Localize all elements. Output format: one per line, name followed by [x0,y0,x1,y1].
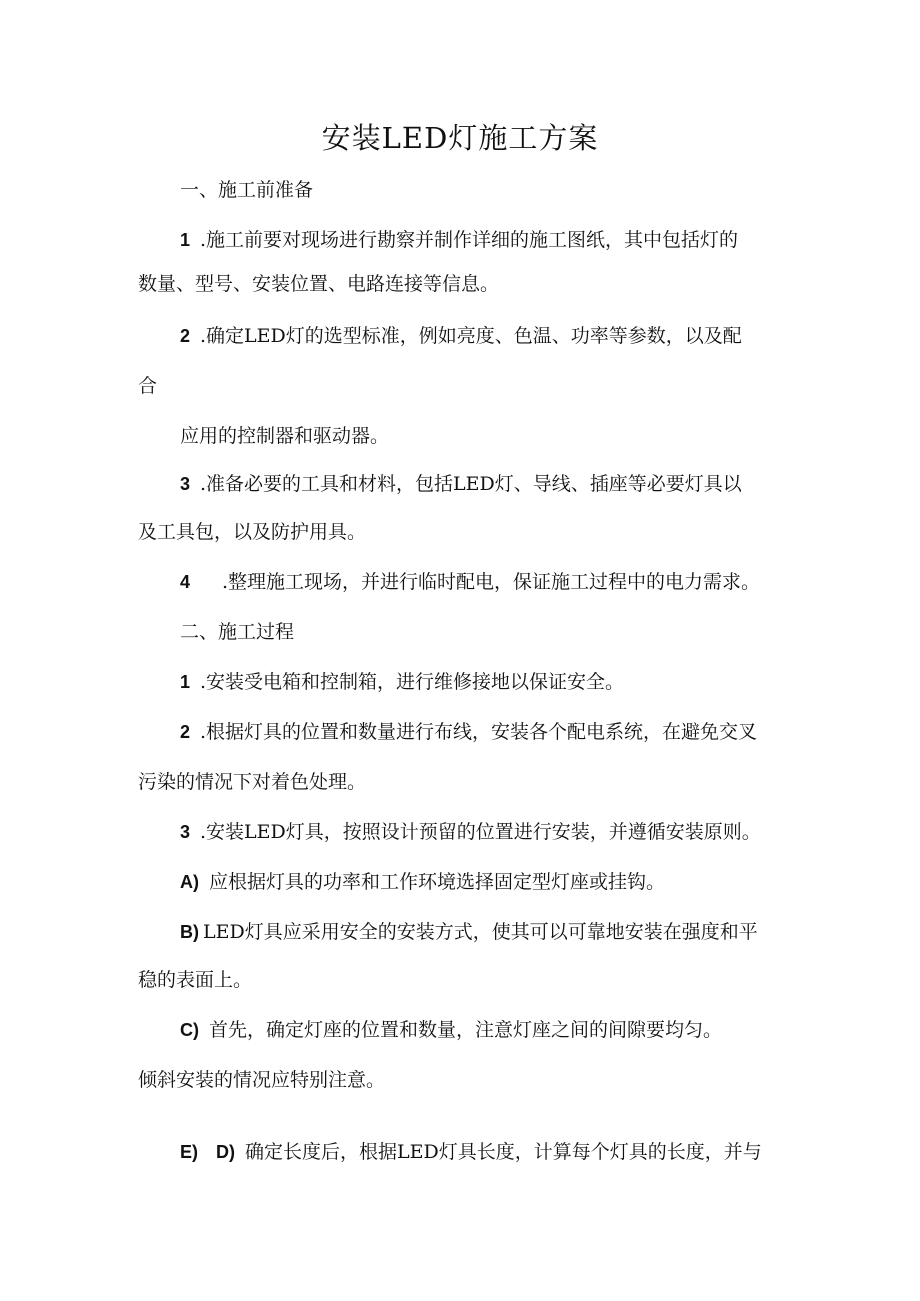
sub-item-b-line-1 [180,918,758,946]
sub-item-label: A) [180,872,199,892]
item-text: .确定LED灯的选型标准，例如亮度、色温、功率等参数，以及配 [200,325,742,347]
item-3-line-2: 及工具包，以及防护用具。 [138,521,367,543]
item-2-line-1 [180,322,742,350]
sub-item-text: 应根据灯具的功率和工作环境选择固定型灯座或挂钩。 [209,871,666,893]
item-number: 2 [180,722,191,742]
section-heading-process: 二、施工过程 [180,621,295,643]
sub-item-c-line-1 [180,1016,722,1044]
item-number: 4 [180,572,191,592]
sub-item-label: B) [180,922,199,942]
item-2-line-3: 应用的控制器和驱动器。 [180,425,390,447]
item-number: 3 [180,822,191,842]
sub-item-text: 首先，确定灯座的位置和数量，注意灯座之间的间隙要均匀。 [209,1019,723,1041]
item-2-line-2: 合 [138,375,158,397]
process-item-2-line-2: 污染的情况下对着色处理。 [138,771,367,793]
section-heading-preparation: 一、施工前准备 [180,179,314,201]
sub-item-c-line-2: 倾斜安装的情况应特别注意。 [138,1069,386,1091]
item-text: .施工前要对现场进行勘察并制作详细的施工图纸，其中包括灯的 [200,229,739,251]
sub-item-label: C) [180,1020,199,1040]
sub-item-label-d: D) [216,1142,235,1162]
item-number: 2 [180,326,191,346]
item-text: .整理施工现场，并进行临时配电，保证施工过程中的电力需求。 [222,571,761,593]
item-4-line-1 [180,568,760,596]
sub-item-text: 确定长度后，根据LED灯具长度，计算每个灯具的长度，并与 [245,1141,762,1163]
item-number: 1 [180,230,191,250]
item-text: .根据灯具的位置和数量进行布线，安装各个配电系统，在避免交叉 [200,721,758,743]
item-text: .安装受电箱和控制箱，进行维修接地以保证安全。 [200,671,625,693]
item-1-line-1 [180,226,738,254]
item-1-line-2: 数量、型号、安装位置、电路连接等信息。 [138,273,500,295]
process-item-2-line-1 [180,718,757,746]
sub-item-label-e: E) [180,1142,198,1162]
sub-item-b-line-2: 稳的表面上。 [138,969,253,991]
document-title: 安装LED灯施工方案 [321,121,599,155]
item-number: 1 [180,672,191,692]
process-item-1-line-1 [180,668,624,696]
item-text: .安装LED灯具，按照设计预留的位置进行安装，并遵循安装原则。 [200,821,761,843]
item-3-line-1 [180,470,742,498]
item-number: 3 [180,474,191,494]
sub-item-text: LED灯具应采用安全的安装方式，使其可以可靠地安装在强度和平 [203,921,758,943]
item-text: .准备必要的工具和材料，包括LED灯、导线、插座等必要灯具以 [200,473,742,495]
process-item-3-line-1 [180,818,761,846]
sub-item-d-line-1 [180,1138,762,1166]
sub-item-a [180,868,665,896]
